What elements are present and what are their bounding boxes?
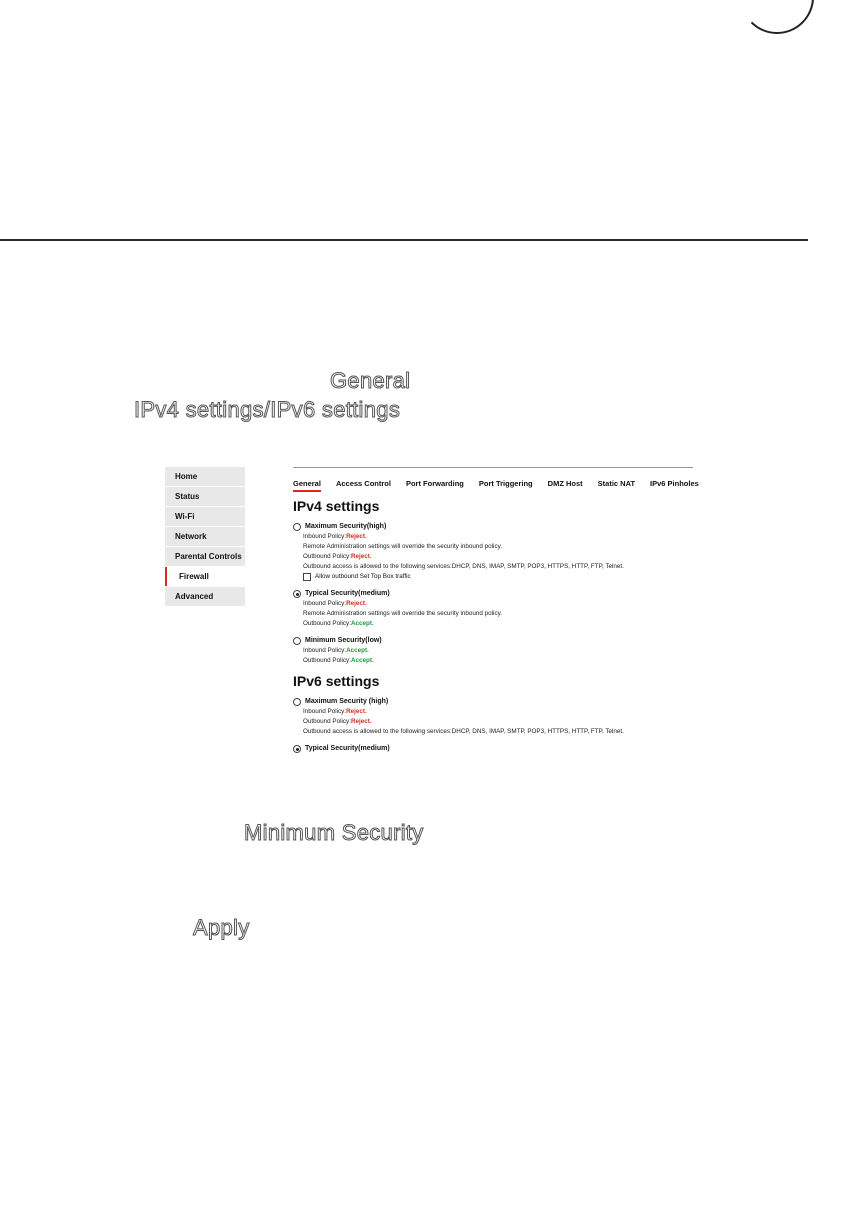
ipv6-typical-option <box>293 744 693 754</box>
remote-note: Remote Administration settings will override the security inbound policy. <box>303 610 503 617</box>
ipv4-max-label: Maximum Security(high) <box>305 523 387 530</box>
outbound-label: Outbound Policy: <box>303 718 351 725</box>
tab-general[interactable]: General <box>293 479 321 488</box>
ipv4-typical-label: Typical Security(medium) <box>305 590 390 597</box>
tabs-divider <box>293 467 693 468</box>
inbound-value: Reject. <box>346 533 367 540</box>
sidebar-item-home[interactable]: Home <box>165 467 245 486</box>
firewall-content <box>293 498 693 761</box>
outbound-label: Outbound Policy: <box>303 657 351 664</box>
services-note: Outbound access is allowed to the following services:DHCP, DNS, IMAP, SMTP, POP3, HTTPS, HTTP, FTP, Telnet. <box>303 728 624 735</box>
ipv4-heading: IPv4 settings <box>293 498 380 514</box>
label-minimum-security: Minimum Security <box>244 820 424 845</box>
sidebar-item-network[interactable]: Network <box>165 527 245 546</box>
ipv4-min-label: Minimum Security(low) <box>305 637 382 644</box>
sidebar-item-parental-controls[interactable]: Parental Controls <box>165 547 245 566</box>
outbound-value: Accept. <box>350 657 374 664</box>
tab-port-triggering[interactable]: Port Triggering <box>478 479 533 488</box>
outbound-label: Outbound Policy: <box>303 620 351 627</box>
label-general: General <box>330 368 411 393</box>
ipv6-max-label: Maximum Security (high) <box>305 698 389 705</box>
inbound-value: Accept. <box>346 647 369 654</box>
tab-access-control[interactable]: Access Control <box>335 479 391 488</box>
label-apply: Apply <box>193 915 250 940</box>
ipv6-heading: IPv6 settings <box>293 673 380 689</box>
ipv4-min-option <box>293 636 693 666</box>
ipv6-max-radio[interactable] <box>293 698 301 706</box>
remote-note: Remote Administration settings will override the security inbound policy. <box>303 543 503 550</box>
sidebar-item-wifi[interactable]: Wi-Fi <box>165 507 245 526</box>
set-top-box-checkbox[interactable] <box>303 573 311 581</box>
sidebar-item-status[interactable]: Status <box>165 487 245 506</box>
router-screenshot <box>165 462 700 772</box>
inbound-label: Inbound Policy: <box>303 647 347 654</box>
sidebar <box>165 467 245 607</box>
tab-ipv6-pinholes[interactable]: IPv6 Pinholes <box>650 479 699 488</box>
sidebar-item-firewall[interactable]: Firewall <box>165 567 245 586</box>
ipv6-typical-radio[interactable] <box>293 745 301 753</box>
tab-port-forwarding[interactable]: Port Forwarding <box>405 479 464 488</box>
inbound-label: Inbound Policy: <box>303 600 347 607</box>
tab-dmz-host[interactable]: DMZ Host <box>547 479 583 488</box>
ipv4-typical-radio[interactable] <box>293 590 301 598</box>
tab-bar <box>293 479 714 488</box>
ipv4-max-radio[interactable] <box>293 523 301 531</box>
ipv4-min-radio[interactable] <box>293 637 301 645</box>
ipv6-typical-label: Typical Security(medium) <box>305 745 390 752</box>
outbound-value: Reject. <box>350 553 372 560</box>
ipv6-max-option <box>293 697 693 737</box>
sidebar-item-advanced[interactable]: Advanced <box>165 587 245 606</box>
outbound-label: Outbound Policy: <box>303 553 351 560</box>
ipv4-max-option <box>293 522 693 582</box>
inbound-value: Reject. <box>346 600 367 607</box>
inbound-label: Inbound Policy: <box>303 533 347 540</box>
services-note: Outbound access is allowed to the following services:DHCP, DNS, IMAP, SMTP, POP3, HTTPS, HTTP, FTP, Telnet. <box>303 563 624 570</box>
tab-static-nat[interactable]: Static NAT <box>597 479 636 488</box>
inbound-value: Reject. <box>346 708 367 715</box>
ipv4-typical-option <box>293 589 693 629</box>
decorative-curve <box>740 0 814 34</box>
outbound-value: Accept. <box>350 620 374 627</box>
outbound-value: Reject. <box>350 718 372 725</box>
horizontal-rule <box>0 239 808 241</box>
label-settings: IPv4 settings/IPv6 settings <box>134 397 401 422</box>
inbound-label: Inbound Policy: <box>303 708 347 715</box>
set-top-box-label: Allow outbound Set Top Box traffic <box>315 573 411 580</box>
